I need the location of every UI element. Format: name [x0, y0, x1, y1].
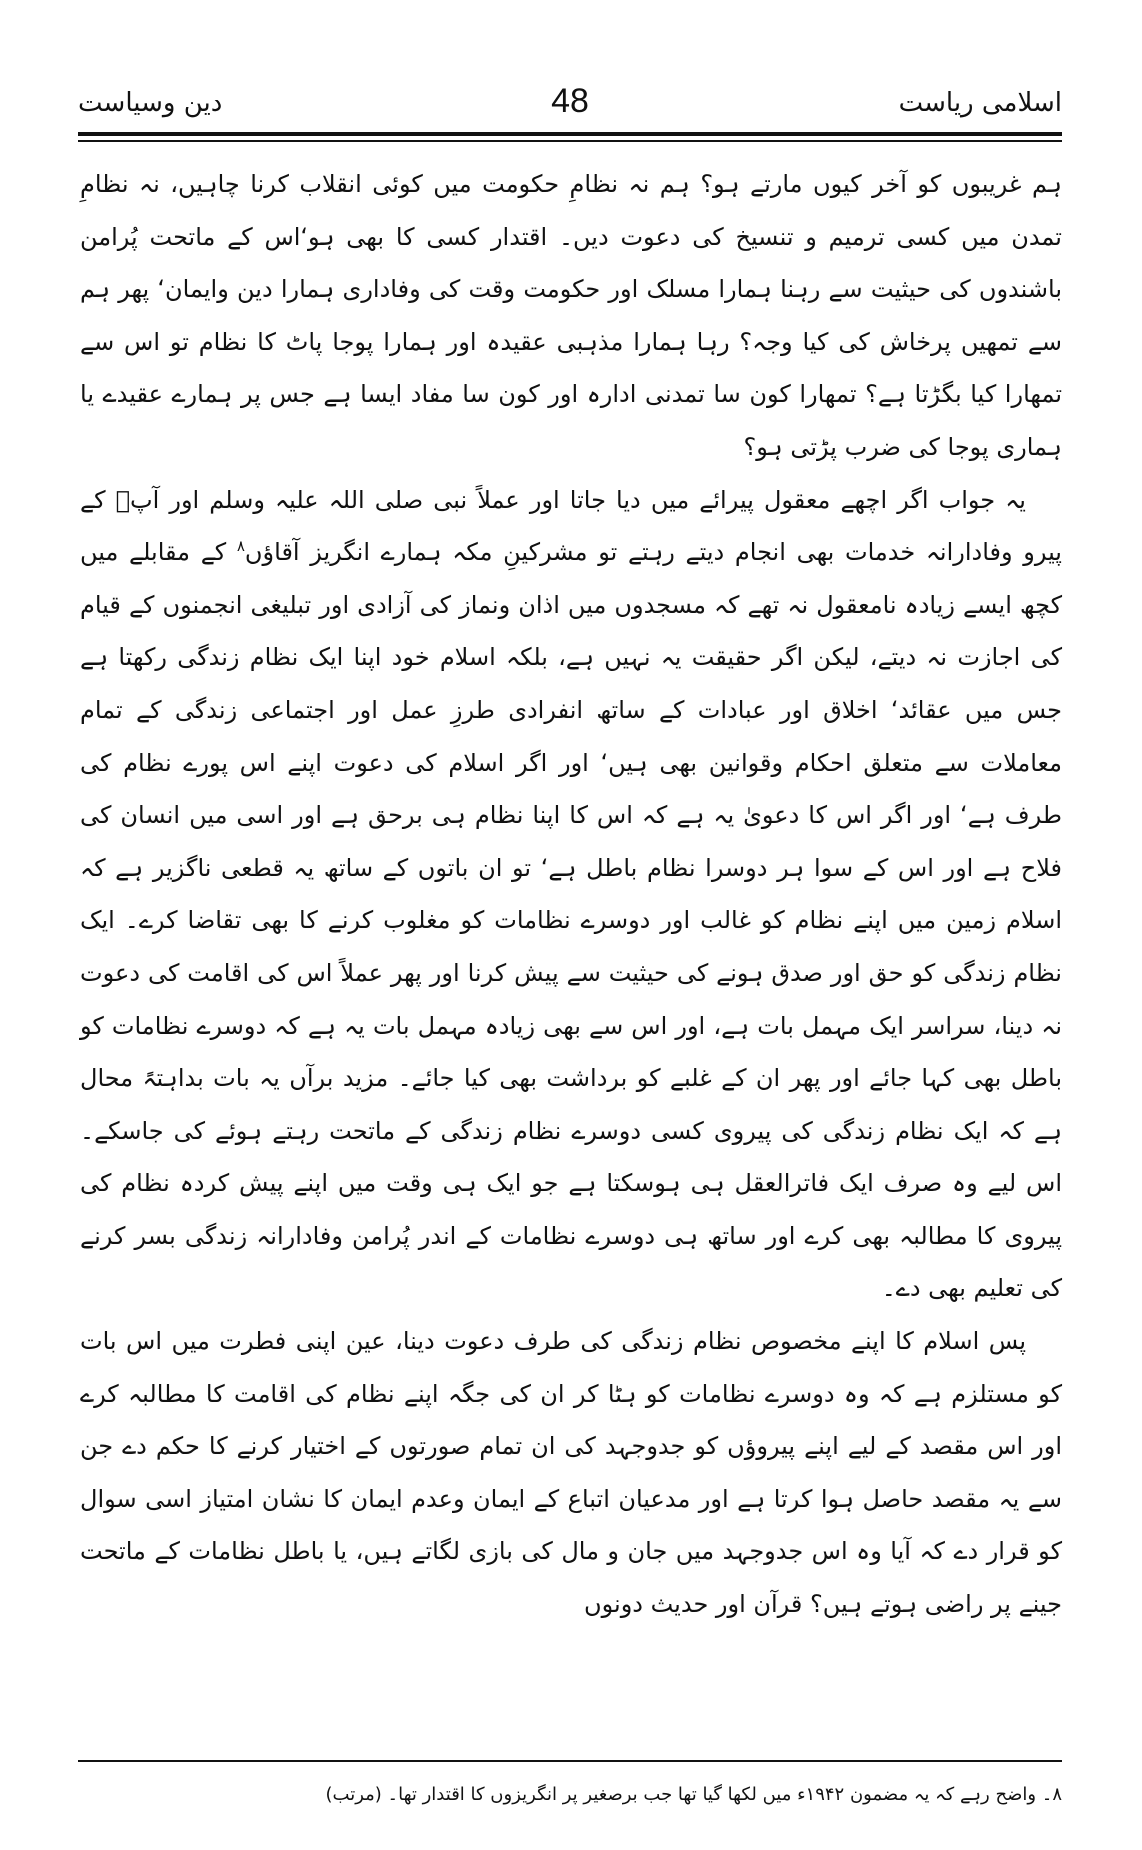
paragraph-2-part-a: یہ جواب اگر اچھے معقول پیرائے میں دیا جاتا اور عملاً نبی صلی اللہ علیہ وسلم اور آپؐ کے پیرو وفادارانہ خدمات بھی انجام دیتے رہتے تو مشرکینِ مکہ ہمارے انگریز آقاؤں	[80, 485, 1062, 567]
header-rule-thick	[78, 132, 1062, 136]
paragraph-2-part-b: کے مقابلے میں کچھ ایسے زیادہ نامعقول نہ تھے کہ مسجدوں میں اذان ونماز کی آزادی اور تبلیغی انجمنوں کے قیام کی اجازت نہ دیتے، لیکن اگر حقیقت یہ نہیں ہے، بلکہ اسلام خود اپنا ایک نظام زندگی رکھتا ہے جس میں عقائد‘ اخلاق اور عبادات کے ساتھ انفرادی طرزِ عمل اور اجتماعی زندگی کے تمام معاملات سے متعلق احکام وقوانین بھی ہیں‘ اور اگر اسلام کی دعوت اپنے اس پورے نظام کی طرف ہے‘ اور اگر اس کا دعویٰ یہ ہے کہ اس کا اپنا نظام ہی برحق ہے اور اسی میں انسان کی فلاح ہے اور اس کے سوا ہر دوسرا نظام باطل ہے‘ تو ان باتوں کے ساتھ یہ قطعی ناگزیر ہے کہ اسلام زمین میں اپنے نظام کو غالب اور دوسرے نظامات کو مغلوب کرنے کا بھی تقاضا کرے۔ ایک نظام زندگی کو حق اور صدق ہونے کی حیثیت سے پیش کرنا اور پھر عملاً اس کی اقامت کی دعوت نہ دینا، سراسر ایک مہمل بات ہے، اور اس سے بھی زیادہ مہمل بات یہ ہے کہ دوسرے نظامات کو باطل بھی کہا جائے اور پھر ان کے غلبے کو برداشت بھی کیا جائے۔ مزید برآں یہ بات بداہتہً محال ہے کہ ایک نظام زندگی کی پیروی کسی دوسرے نظام زندگی کے ماتحت رہتے ہوئے کی جاسکے۔ اس لیے وہ صرف ایک فاترالعقل ہی ہوسکتا ہے جو ایک ہی وقت میں اپنے پیش کردہ نظام کی پیروی کا مطالبہ بھی کرے اور ساتھ ہی دوسرے نظامات کے اندر پُرامن وفادارانہ زندگی بسر کرنے کی تعلیم بھی دے۔	[80, 538, 1062, 1303]
footnote-rule	[78, 1760, 1062, 1762]
footnote-marker: ۸	[236, 537, 245, 556]
header-chapter-title: دین وسیاست	[78, 88, 223, 118]
page-number: 48	[551, 82, 589, 120]
running-header	[78, 78, 1062, 138]
footnote: ۸۔ واضح رہے کہ یہ مضمون ۱۹۴۲ء میں لکھا گیا تھا جب برصغیر پر انگریزوں کا اقتدار تھا۔ (مرتب)	[325, 1784, 1062, 1805]
paragraph-2	[80, 474, 1062, 1316]
main-text	[80, 158, 1062, 1631]
header-rule-thin	[78, 140, 1062, 142]
paragraph-3: پس اسلام کا اپنے مخصوص نظام زندگی کی طرف دعوت دینا، عین اپنی فطرت میں اس بات کو مستلزم ہے کہ وہ دوسرے نظامات کو ہٹا کر ان کی جگہ اپنے نظام کی اقامت کا مطالبہ کرے اور اس مقصد کے لیے اپنے پیروؤں کو جدوجہد کی ان تمام صورتوں کے اختیار کرنے کا حکم دے جن سے یہ مقصد حاصل ہوا کرتا ہے اور مدعیان اتباع کے ایمان وعدم ایمان کا نشان امتیاز اسی سوال کو قرار دے کہ آیا وہ اس جدوجہد میں جان و مال کی بازی لگاتے ہیں، یا باطل نظامات کے ماتحت جینے پر راضی ہوتے ہیں؟ قرآن اور حدیث دونوں	[80, 1327, 1062, 1619]
paragraph-1: ہم غریبوں کو آخر کیوں مارتے ہو؟ ہم نہ نظامِ حکومت میں کوئی انقلاب کرنا چاہیں، نہ نظامِ تمدن میں کسی ترمیم و تنسیخ کی دعوت دیں۔ اقتدار کسی کا بھی ہو‘اس کے ماتحت پُرامن باشندوں کی حیثیت سے رہنا ہمارا مسلک اور حکومت وقت کی وفاداری ہمارا دین وایمان‘ پھر ہم سے تمھیں پرخاش کی کیا وجہ؟ رہا ہمارا مذہبی عقیدہ اور ہمارا پوجا پاٹ کا نظام تو اس سے تمھارا کیا بگڑتا ہے؟ تمھارا کون سا تمدنی ادارہ اور کون سا مفاد ایسا ہے جس پر ہمارے عقیدے یا ہماری پوجا کی ضرب پڑتی ہو؟	[80, 170, 1062, 461]
header-book-title: اسلامی ریاست	[898, 88, 1062, 118]
